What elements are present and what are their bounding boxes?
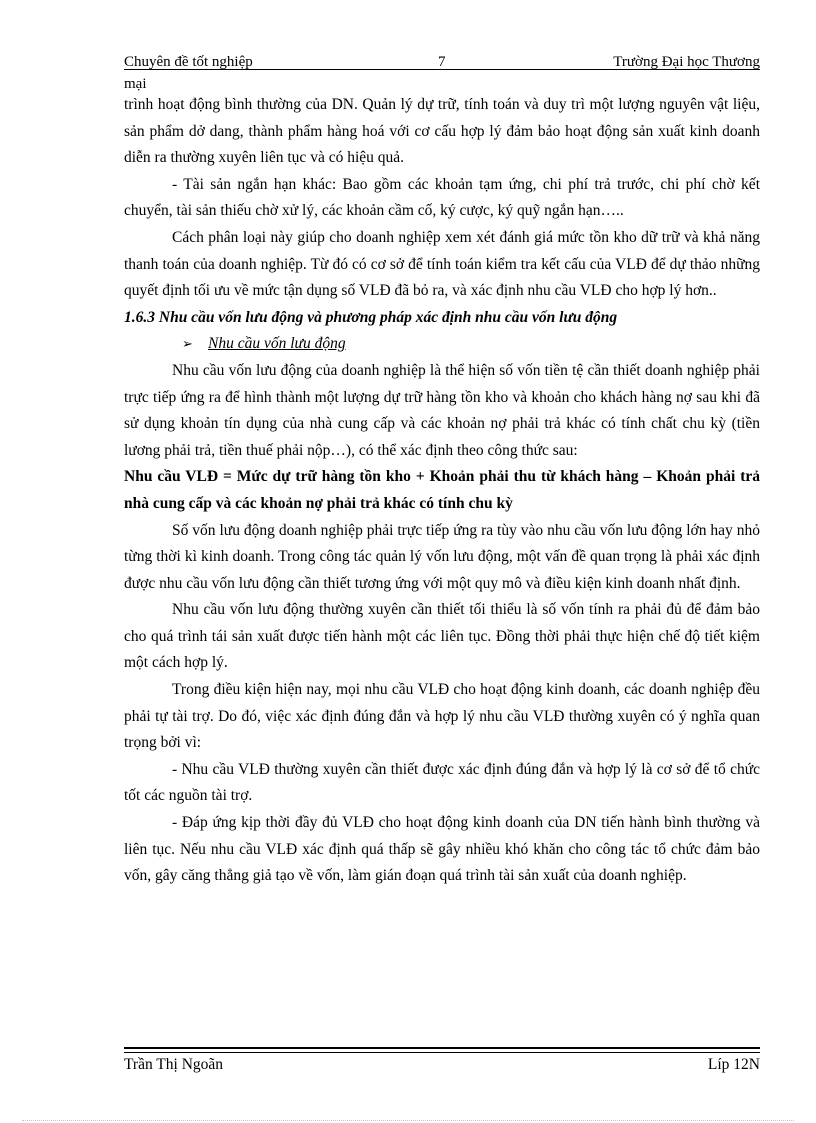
paragraph: - Nhu cầu VLĐ thường xuyên cần thiết được xác định đúng đắn và hợp lý là cơ sở để tổ chức tốt các nguồn tài trợ.	[124, 760, 760, 805]
document-body	[124, 92, 760, 890]
paragraph: Cách phân loại này giúp cho doanh nghiệp xem xét đánh giá mức tồn kho dữ trữ và khả năng thanh toán của doanh nghiệp. Từ đó có cơ sở để tính toán kiểm tra kết cấu của VLĐ để dự thảo những quyết định tối ưu về mức tận dụng số VLĐ đã bỏ ra, và xác định nhu cầu VLĐ cho hợp lý hơn..	[124, 228, 760, 300]
header-divider	[124, 69, 760, 70]
footer-author: Trần Thị Ngoãn	[124, 1056, 224, 1073]
header-title: Chuyên đề tốt nghiệp	[124, 54, 253, 70]
paragraph: Nhu cầu vốn lưu động thường xuyên cần thiết tối thiểu là số vốn tính ra phải đủ để đảm bảo cho quá trình tái sản xuất được tiến hành một các liên tục. Đồng thời phải thực hiện chế độ tiết kiệm một cách hợp lý.	[124, 601, 760, 672]
footer-divider-thick	[124, 1047, 760, 1049]
paragraph: - Tài sản ngắn hạn khác: Bao gồm các khoản tạm ứng, chi phí trả trước, chi phí chờ kết chuyển, tài sản thiếu chờ xử lý, các khoản cầm cố, ký cược, ký quỹ ngắn hạn…..	[124, 175, 760, 220]
arrow-bullet-icon: ➢	[182, 336, 193, 352]
paragraph: trình hoạt động bình thường của DN. Quản lý dự trữ, tính toán và duy trì một lượng nguyên vật liệu, sản phẩm dở dang, thành phẩm hàng hoá với cơ cấu hợp lý đảm bảo hoạt động sản xuất kinh doanh diễn ra thường xuyên liên tục và có hiệu quả.	[124, 96, 760, 167]
paragraph: Nhu cầu vốn lưu động của doanh nghiệp là thể hiện số vốn tiền tệ cần thiết doanh nghiệp phải trực tiếp ứng ra để hình thành một lượng dự trữ hàng tồn kho và khoản cho khách hàng nợ sau khi đã sử dụng khoản tín dụng của nhà cung cấp và các khoản nợ phải trả khác có tính chất chu kỳ (tiền lương phải trả, tiền thuế phải nộp…), có thể xác định theo công thức sau:	[124, 361, 760, 459]
paragraph: Trong điều kiện hiện nay, mọi nhu cầu VLĐ cho hoạt động kinh doanh, các doanh nghiệp đều phải tự tài trợ. Do đó, việc xác định đúng đắn và hợp lý nhu cầu VLĐ thường xuyên có ý nghĩa quan trọng bởi vì:	[124, 681, 760, 752]
page-bottom-dotted-line	[22, 1120, 794, 1121]
header-page-number: 7	[438, 54, 446, 70]
bullet-text: Nhu cầu vốn lưu động	[208, 335, 346, 353]
header-school-continuation: mại	[124, 76, 147, 92]
footer-divider-thin	[124, 1052, 760, 1053]
paragraph: Số vốn lưu động doanh nghiệp phải trực tiếp ứng ra tùy vào nhu cầu vốn lưu động lớn hay nhỏ từng thời kì kinh doanh. Trong công tác quản lý vốn lưu động, một vấn đề quan trọng là phải xác định được nhu cầu vốn lưu động cần thiết tương ứng với một quy mô và điều kiện kinh doanh nhất định.	[124, 521, 760, 592]
paragraph: - Đáp ứng kịp thời đầy đủ VLĐ cho hoạt động kinh doanh của DN tiến hành bình thường và liên tục. Nếu nhu cầu VLĐ xác định quá thấp sẽ gây nhiều khó khăn cho công tác tổ chức đảm bảo vốn, gây căng thẳng giả tạo về vốn, làm gián đoạn quá trình tài sản xuất của doanh nghiệp.	[124, 814, 760, 885]
footer-class: Líp 12N	[707, 1056, 760, 1073]
section-heading: 1.6.3 Nhu cầu vốn lưu động và phương pháp xác định nhu cầu vốn lưu động	[124, 308, 618, 326]
page-footer	[124, 1055, 760, 1075]
bullet-item	[124, 331, 760, 358]
formula: Nhu cầu VLĐ = Mức dự trữ hàng tồn kho + Khoản phải thu từ khách hàng – Khoản phải trả nhà cung cấp và các khoản nợ phải trả khác có tính chu kỳ	[124, 468, 760, 512]
header-school: Trường Đại học Thương	[613, 54, 760, 70]
